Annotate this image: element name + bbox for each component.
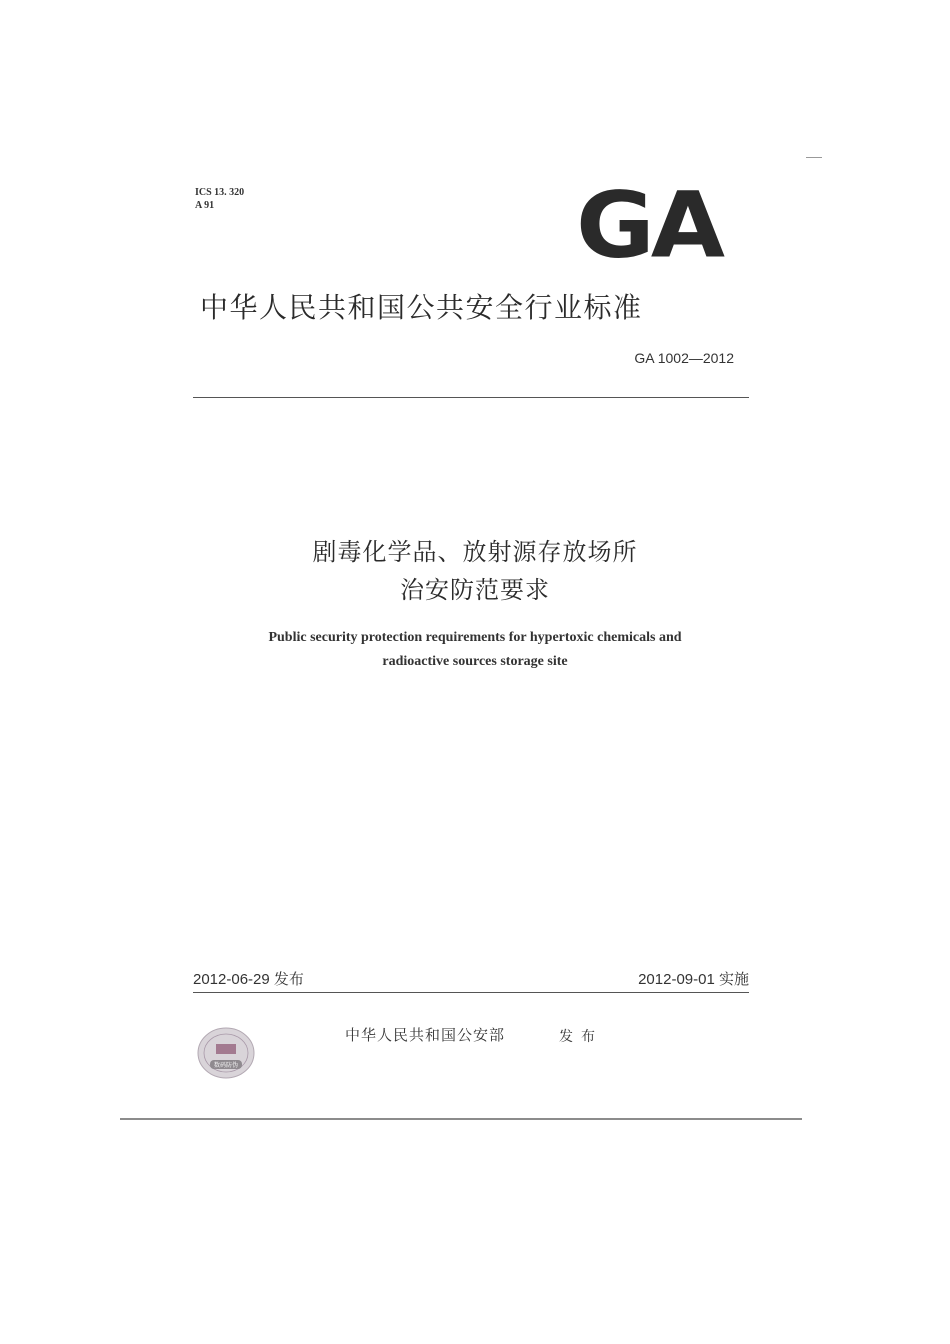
issue-verb: 发布 xyxy=(559,1029,603,1045)
seal-text: 数码防伪 xyxy=(213,1062,239,1069)
standard-number: GA 1002—2012 xyxy=(634,350,734,366)
title-en-line2: radioactive sources storage site xyxy=(382,654,568,669)
bottom-divider xyxy=(193,992,749,993)
seal-icon xyxy=(196,1026,256,1080)
scan-edge-line xyxy=(120,1118,802,1120)
ccs-code: A 91 xyxy=(195,200,215,211)
top-divider xyxy=(193,397,749,398)
title-cn-line1: 剧毒化学品、放射源存放场所 xyxy=(312,538,638,566)
anti-counterfeit-seal xyxy=(196,1026,256,1080)
ics-code: ICS 13. 320 xyxy=(195,187,245,198)
scan-artifact xyxy=(806,157,822,158)
implementation-date: 2012-09-01 实施 xyxy=(638,971,749,988)
issue-date: 2012-06-29 发布 xyxy=(193,971,304,988)
title-en-line1: Public security protection requirements for hypertoxic chemicals and xyxy=(268,630,682,645)
standard-category: 中华人民共和国公共安全行业标准 xyxy=(200,291,643,324)
issuing-authority: 中华人民共和国公安部 xyxy=(345,1026,506,1044)
classification-codes xyxy=(195,186,244,212)
title-cn-line2: 治安防范要求 xyxy=(400,576,550,604)
ga-logo: GA xyxy=(576,171,722,279)
